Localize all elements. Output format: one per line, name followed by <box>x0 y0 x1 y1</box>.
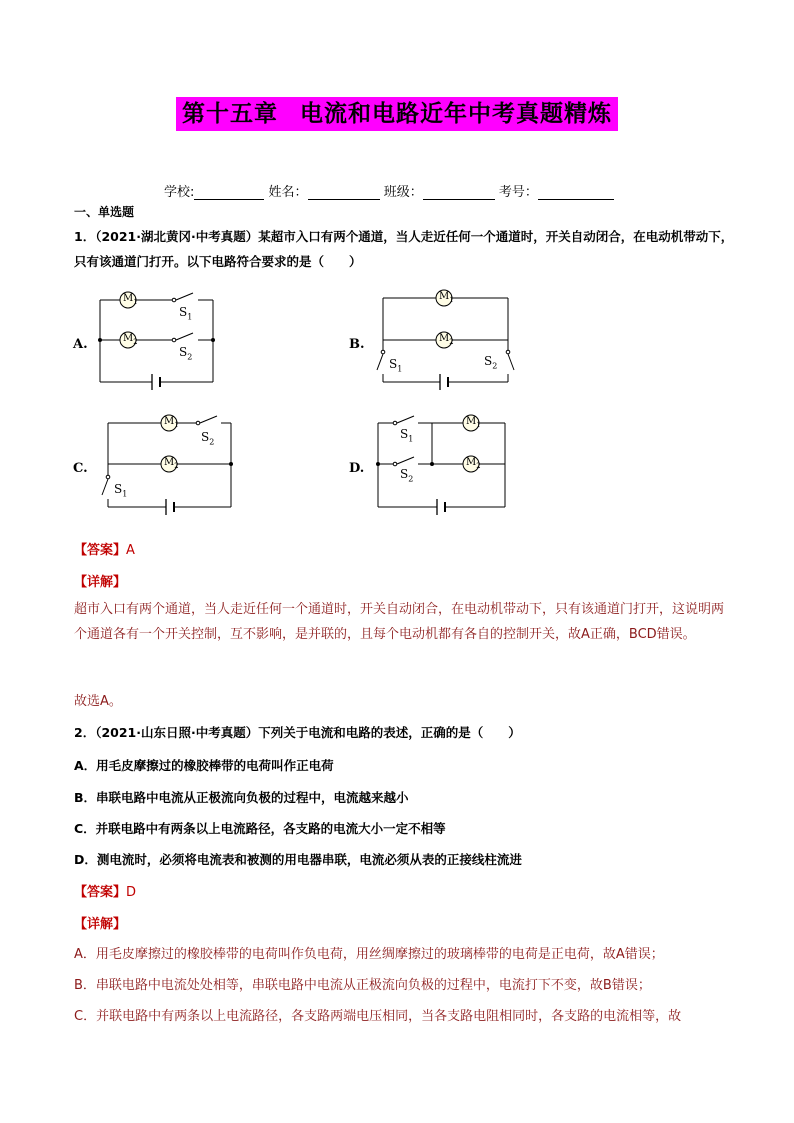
class-label: 班级： <box>383 185 423 200</box>
q2-option-c: C．并联电路中有两条以上电流路径，各支路的电流大小一定不相等 <box>74 821 446 836</box>
title-topic: 电流和电路近年中考真题精炼 <box>300 100 612 127</box>
circuit-b-m2-sub: 2 <box>449 338 454 346</box>
circuit-a-s2-sub: 2 <box>187 352 193 362</box>
circuit-b-m1-sub: 1 <box>449 296 454 304</box>
circuit-d-m1-sub: 1 <box>476 421 481 429</box>
q1-answer <box>74 539 135 558</box>
title-chapter: 第十五章 <box>182 100 278 127</box>
circuit-a-s2-text: S <box>179 345 188 359</box>
circuit-d-s1-sub: 1 <box>408 434 414 444</box>
circuit-a-s1-text: S <box>179 305 188 319</box>
q1-option-b-label: B. <box>349 337 365 352</box>
circuit-b-m2-text: M <box>439 333 450 344</box>
circuit-c-m1-text: M <box>164 416 175 427</box>
circuit-d-s2-text: S <box>400 467 409 481</box>
circuit-c-m2-text: M <box>164 457 175 468</box>
circuit-d-m2-text: M <box>466 457 477 468</box>
q2-answer-label: 【答案】 <box>74 885 127 900</box>
q1-option-c-label: C. <box>73 461 88 476</box>
circuit-b-s2-sub: 2 <box>492 361 498 371</box>
circuit-d-m1-text: M <box>466 416 477 427</box>
q1-option-d-label: D. <box>349 461 365 476</box>
q2-detail-b: B．串联电路中电流处处相等，串联电路中电流从正极流向负极的过程中，电流打下不变，故B错误； <box>74 978 651 993</box>
circuit-d-s1-text: S <box>400 427 409 441</box>
q2-option-d: D．测电流时，必须将电流表和被测的用电器串联，电流必须从表的正接线柱流进 <box>74 852 522 867</box>
q1-detail-text: 超市入口有两个通道，当人走近任何一个通道时，开关自动闭合，在电动机带动下，只有该通道门打开，这说明两个通道各有一个开关控制，互不影响，是并联的，且每个电动机都有各自的控制开关，故A正确，BCD错误。 <box>74 602 725 642</box>
circuit-d-m2-label <box>466 457 481 470</box>
exam-no-label: 考号： <box>498 185 538 200</box>
circuit-b-s2-text: S <box>484 354 493 368</box>
circuit-c-s2-sub: 2 <box>209 437 215 447</box>
question-1-text: 1．（2021·湖北黄冈·中考真题）某超市入口有两个通道，当人走近任何一个通道时，开关自动闭合，在电动机带动下，只有该通道门打开。以下电路符合要求的是（ ） <box>74 229 734 269</box>
q2-detail-label: 【详解】 <box>74 917 127 932</box>
q2-option-b: B．串联电路中电流从正极流向负极的过程中，电流越来越小 <box>74 790 409 805</box>
circuit-d-s1-label <box>400 427 413 443</box>
q2-answer <box>74 881 136 900</box>
circuit-c-s2-text: S <box>201 430 210 444</box>
circuit-d-s2-sub: 2 <box>408 474 414 484</box>
q1-option-a-label: A. <box>73 337 88 352</box>
circuit-a-m2-text: M <box>123 333 134 344</box>
name-label: 姓名： <box>268 185 308 200</box>
circuit-a-m1-text: M <box>123 293 134 304</box>
question-2-text: 2．（2021·山东日照·中考真题）下列关于电流和电路的表述，正确的是（ ） <box>74 725 521 740</box>
circuit-b-s1-text: S <box>389 357 398 371</box>
circuit-a-s1-sub: 1 <box>187 312 193 322</box>
circuit-d-m2-sub: 2 <box>476 462 481 470</box>
circuit-a-m2-sub: 2 <box>133 338 138 346</box>
section-heading: 一、单选题 <box>74 205 135 219</box>
q1-answer-value: A <box>126 543 135 558</box>
q1-answer-label: 【答案】 <box>74 543 127 558</box>
circuit-c-m1-sub: 1 <box>174 421 179 429</box>
q2-detail-a: A．用毛皮摩擦过的橡胶棒带的电荷叫作负电荷，用丝绸摩擦过的玻璃棒带的电荷是正电荷，故A错误； <box>74 947 664 962</box>
circuit-c-s1-sub: 1 <box>122 489 128 499</box>
school-label: 学校: <box>164 185 195 200</box>
circuit-c-m2-sub: 2 <box>174 462 179 470</box>
circuit-b-m1-text: M <box>439 291 450 302</box>
q2-option-a: A．用毛皮摩擦过的橡胶棒带的电荷叫作正电荷 <box>74 758 334 773</box>
circuit-a-m1-sub: 1 <box>133 298 138 306</box>
circuit-b-s1-sub: 1 <box>397 364 403 374</box>
q1-conclusion: 故选A。 <box>74 694 122 709</box>
q1-detail-label: 【详解】 <box>74 575 127 590</box>
circuit-d-s2-label <box>400 467 413 483</box>
circuit-d-m1-label <box>466 416 481 429</box>
q2-answer-value: D <box>126 885 137 900</box>
circuit-c-s1-text: S <box>114 482 123 496</box>
q2-detail-c: C．并联电路中有两条以上电流路径，各支路两端电压相同，当各支路电阻相同时，各支路的电流相等，故 <box>74 1009 682 1024</box>
